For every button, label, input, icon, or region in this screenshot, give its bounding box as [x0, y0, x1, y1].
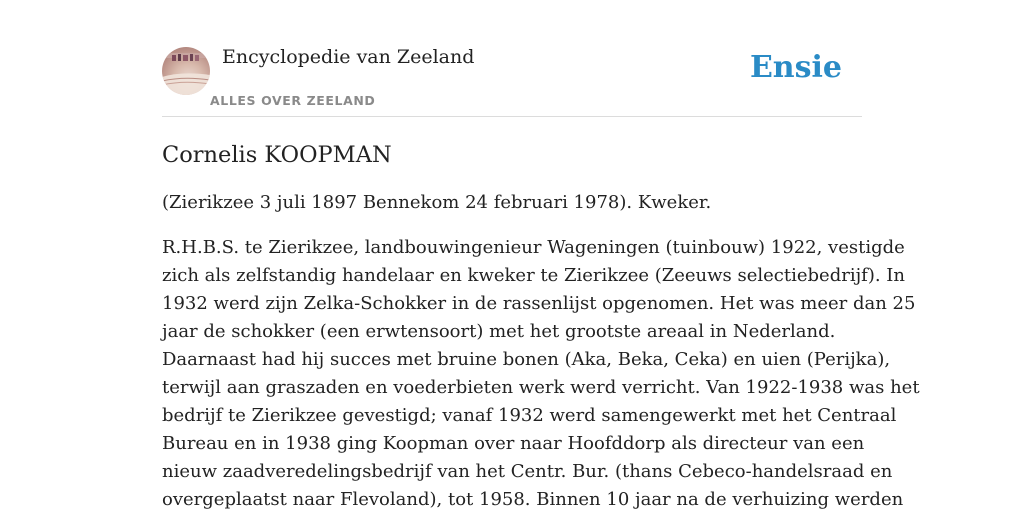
body-line: zich als zelfstandig handelaar en kweker te Zierikzee (Zeeuws selectiebedrijf). In	[162, 265, 906, 286]
body-line: nieuw zaadveredelingsbedrijf van het Centr. Bur. (thans Cebeco-handelsraad en	[162, 461, 893, 482]
article	[162, 138, 920, 512]
article-title: Cornelis KOOPMAN	[162, 142, 392, 168]
body-line: terwijl aan graszaden en voederbieten werk werd verricht. Van 1922-1938 was het	[162, 377, 920, 398]
book-stack-icon	[162, 47, 210, 95]
site-subtitle: ALLES OVER ZEELAND	[210, 93, 376, 108]
ensie-logo[interactable]: Ensie	[749, 50, 842, 85]
body-line: Bureau en in 1938 ging Koopman over naar Hoofddorp als directeur van een	[162, 433, 865, 454]
site-title[interactable]: Encyclopedie van Zeeland	[222, 46, 475, 68]
body-line: 1932 werd zijn Zelka-Schokker in de rassenlijst opgenomen. Het was meer dan 25	[162, 293, 916, 314]
article-intro: (Zierikzee 3 juli 1897 Bennekom 24 februari 1978). Kweker.	[162, 192, 712, 213]
article-body	[162, 234, 920, 512]
body-line: jaar de schokker (een erwtensoort) met het grootste areaal in Nederland.	[162, 321, 836, 342]
body-line: bedrijf te Zierikzee gevestigd; vanaf 1932 werd samengewerkt met het Centraal	[162, 405, 897, 426]
body-line: Daarnaast had hij succes met bruine bonen (Aka, Beka, Ceka) en uien (Perijka),	[162, 349, 891, 370]
body-line: overgeplaatst naar Flevoland), tot 1958. Binnen 10 jaar na de verhuizing werden	[162, 489, 904, 510]
site-header	[162, 0, 862, 117]
site-avatar[interactable]	[162, 47, 210, 95]
body-line: R.H.B.S. te Zierikzee, landbouwingenieur Wageningen (tuinbouw) 1922, vestigde	[162, 237, 905, 258]
